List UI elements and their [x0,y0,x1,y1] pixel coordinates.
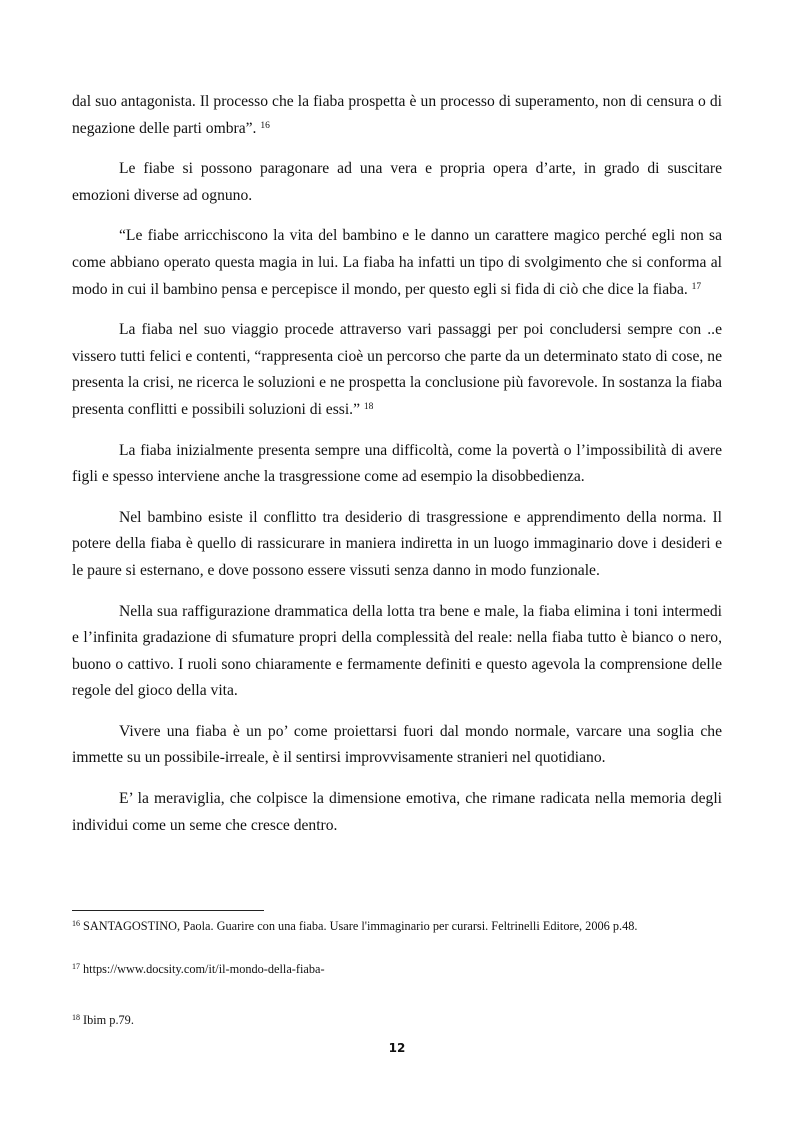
footnote-number: 18 [72,1013,80,1022]
paragraph-7 [72,599,722,705]
paragraph-text: La fiaba nel suo viaggio procede attraverso vari passaggi per poi concludersi sempre con ..e vissero tutti felici e contenti, “rappresenta cioè un percorso che parte da un determinato stato di cose, ne presenta la crisi, ne ricerca le soluzioni e ne prospetta la conclusione più favorevole. In sostanza la fiaba presenta conflitti e possibili soluzioni di essi.” [72,321,722,418]
paragraph-5 [72,438,722,491]
body-text [72,89,722,853]
paragraph-text: dal suo antagonista. Il processo che la fiaba prospetta è un processo di superamento, non di censura o di negazione delle parti ombra”. [72,93,722,137]
paragraph-text: “Le fiabe arricchiscono la vita del bambino e le danno un carattere magico perché egli non sa come abbiano operato questa magia in lui. La fiaba ha infatti un tipo di svolgimento che si conforma al modo in cui il bambino pensa e percepisce il mondo, per questo egli si fida di ciò che dice la fiaba. [72,227,722,298]
paragraph-text: Le fiabe si possono paragonare ad una vera e propria opera d’arte, in grado di suscitare emozioni diverse ad ognuno. [72,160,722,204]
footnote-18 [72,1012,752,1028]
page-number: 12 [388,1041,406,1055]
paragraph-3 [72,223,722,303]
paragraph-4 [72,317,722,423]
paragraph-8 [72,719,722,772]
paragraph-text: La fiaba inizialmente presenta sempre una difficoltà, come la povertà o l’impossibilità di avere figli e spesso interviene anche la trasgressione come ad esempio la disobbedienza. [72,441,722,486]
paragraph-text: Nella sua raffigurazione drammatica della lotta tra bene e male, la fiaba elimina i toni intermedi e l’infinita gradazione di sfumature propri della complessità del reale: nella fiaba tutto è bianco o nero, buono o cattivo. I ruoli sono chiaramente e fermamente definiti e questo agevola la comprensione delle regole del gioco della vita. [72,602,722,700]
paragraph-text: Nel bambino esiste il conflitto tra desiderio di trasgressione e apprendimento della norma. Il potere della fiaba è quello di rassicurare in maniera indiretta in un luogo immaginario dove i desideri e le paure si esternano, e dove possono essere vissuti senza danno in modo funzionale. [72,508,722,579]
paragraph-2 [72,156,722,209]
footnote-ref: 17 [691,281,702,292]
paragraph-6 [72,505,722,585]
footnote-17 [72,961,752,977]
footnote-text: SANTAGOSTINO, Paola. Guarire con una fiaba. Usare l'immaginario per curarsi. Feltrinelli Editore, 2006 p.48. [83,919,638,933]
footnote-number: 16 [72,919,80,928]
paragraph-text: E’ la meraviglia, che colpisce la dimensione emotiva, che rimane radicata nella memoria degli individui come un seme che cresce dentro. [72,790,722,834]
footnote-ref: 18 [363,401,374,412]
footnote-16 [72,918,752,934]
paragraph-1 [72,89,722,142]
paragraph-text: Vivere una fiaba è un po’ come proiettarsi fuori dal mondo normale, varcare una soglia che immette su un possibile-irreale, è il sentirsi improvvisamente stranieri nel quotidiano. [72,722,722,767]
paragraph-9 [72,786,722,839]
footnote-ref: 16 [260,120,270,131]
footnote-separator [72,910,264,911]
footnote-number: 17 [72,962,80,971]
footnote-text: Ibim p.79. [83,1013,134,1027]
footnote-link[interactable]: https://www.docsity.com/it/il-mondo-della-fiaba- [83,962,325,976]
